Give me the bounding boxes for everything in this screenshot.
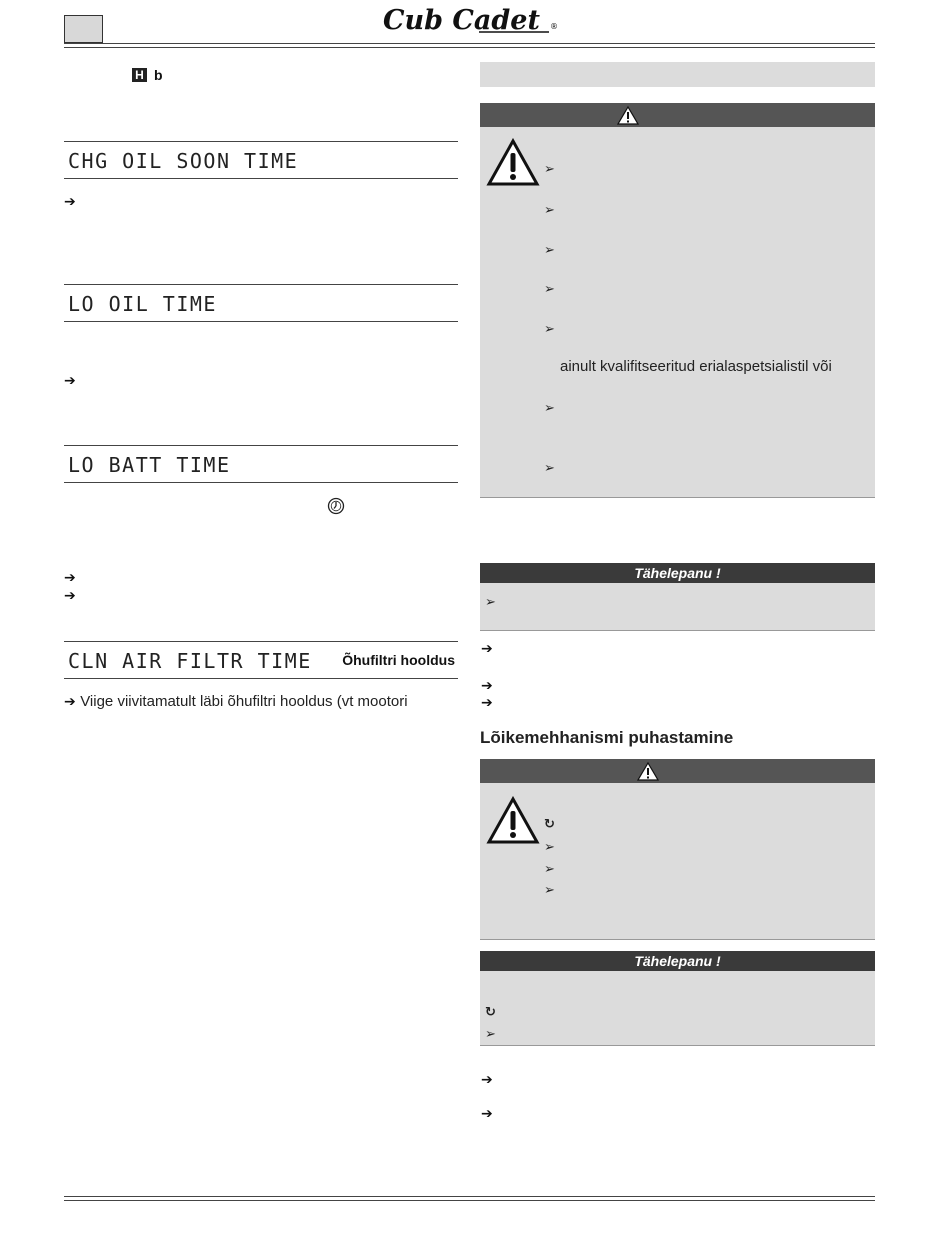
figure-ref-letter: b — [154, 67, 163, 83]
bullet-icon: ➢ — [544, 861, 555, 876]
arrow-icon: ➔ — [64, 193, 76, 209]
bullet-icon: ➢ — [485, 594, 496, 609]
bullet-icon: ➢ — [544, 281, 555, 296]
note-header: Tähelepanu ! — [480, 563, 875, 583]
warning-box-cutting-deck — [480, 759, 875, 940]
registered-mark: ® — [550, 22, 558, 31]
bullet-icon: ➢ — [544, 321, 555, 336]
air-filter-maintenance-label: Õhufiltri hooldus — [342, 652, 455, 668]
lcd-text: LO BATT TIME — [68, 455, 231, 477]
arrow-icon: ➔ — [481, 694, 493, 710]
bullet-icon: ➢ — [544, 839, 555, 854]
lcd-message-lo-oil — [68, 294, 448, 316]
warning-icon — [637, 762, 659, 781]
lcd-message-chg-oil-soon — [68, 151, 448, 173]
lcd-message-cln-air-filtr — [68, 651, 328, 673]
note-box-attention — [480, 563, 875, 631]
warning-text-line: ainult kvalifitseeritud erialaspetsialistil või — [560, 358, 832, 375]
air-filter-instruction — [64, 693, 408, 711]
lcd-text: CHG OIL SOON TIME — [68, 151, 299, 173]
loop-icon: ↻ — [544, 816, 555, 831]
warning-header — [480, 103, 875, 127]
section-title-cutting-deck-cleaning: Lõikemehhanismi puhastamine — [480, 728, 734, 747]
air-filter-instruction-text: Viige viivitamatult läbi õhufiltri hooldus (vt mootori — [80, 693, 408, 710]
bullet-icon: ➢ — [544, 161, 555, 176]
arrow-icon: ➔ — [481, 1071, 493, 1087]
arrow-icon: ➔ — [64, 372, 76, 388]
footer-rule — [64, 1196, 875, 1201]
warning-icon — [617, 106, 639, 125]
bullet-icon: ➢ — [544, 400, 555, 415]
arrow-icon: ➔ — [481, 677, 493, 693]
page-number-box — [64, 15, 103, 43]
warning-triangle-icon — [486, 138, 540, 187]
figure-ref-badge: H — [132, 68, 147, 82]
bullet-icon: ➢ — [544, 242, 555, 257]
lcd-text: LO OIL TIME — [68, 294, 217, 316]
bullet-icon: ➢ — [544, 202, 555, 217]
note-header: Tähelepanu ! — [480, 951, 875, 971]
arrow-icon: ➔ — [64, 693, 76, 709]
brand-logo — [383, 2, 573, 38]
arrow-icon: ➔ — [64, 569, 76, 585]
warning-triangle-icon — [486, 796, 540, 845]
bullet-icon: ➢ — [485, 1026, 496, 1041]
bullet-icon: ➢ — [544, 882, 555, 897]
brand-logo-text: Cub Cadet — [383, 5, 540, 36]
note-box-attention-2 — [480, 951, 875, 1046]
section-header-bar — [480, 62, 875, 87]
engine-timer-icon — [327, 497, 345, 515]
bullet-icon: ➢ — [544, 460, 555, 475]
loop-icon: ↻ — [485, 1004, 496, 1019]
arrow-icon: ➔ — [64, 587, 76, 603]
lcd-message-row — [64, 284, 458, 322]
lcd-message-lo-batt — [68, 455, 448, 477]
warning-header — [480, 759, 875, 783]
header-rule — [64, 43, 875, 48]
arrow-icon: ➔ — [481, 1105, 493, 1121]
lcd-message-row — [64, 445, 458, 483]
lcd-message-row — [64, 141, 458, 179]
lcd-message-row — [64, 641, 458, 679]
warning-box-safety — [480, 103, 875, 498]
lcd-text: CLN AIR FILTR TIME — [68, 651, 312, 673]
arrow-icon: ➔ — [481, 640, 493, 656]
